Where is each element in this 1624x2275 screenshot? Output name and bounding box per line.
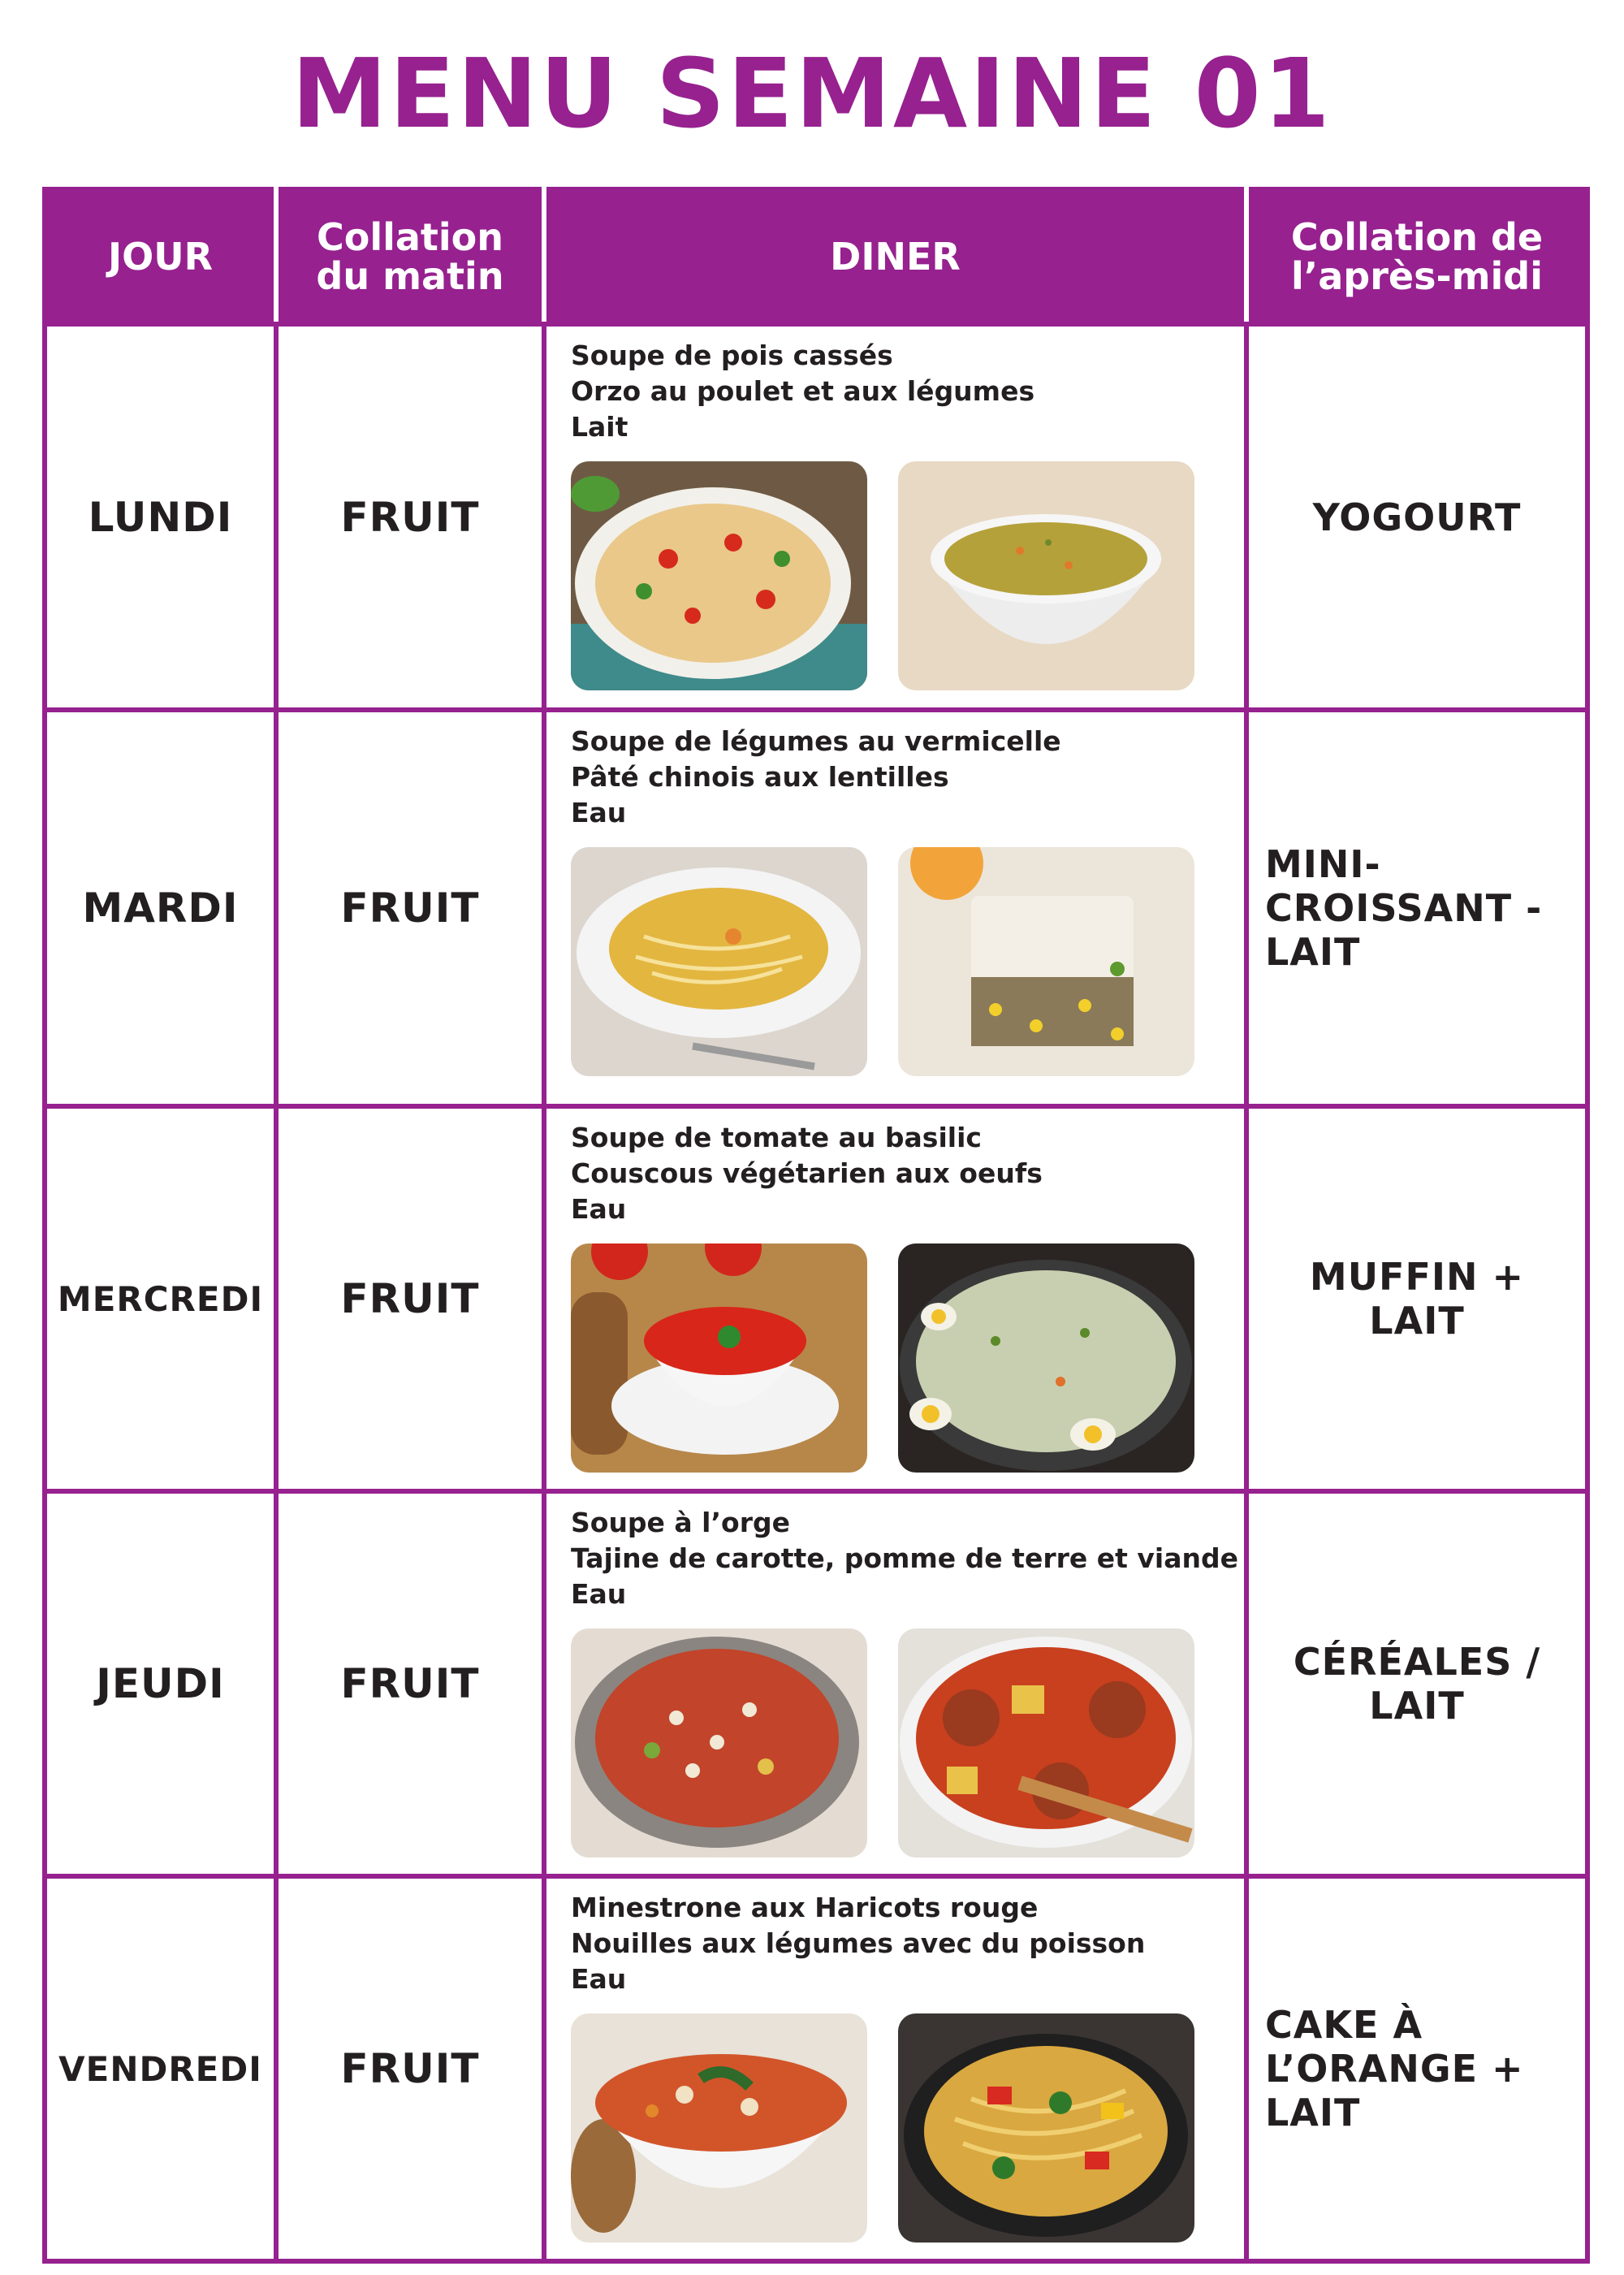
dinner-photos [571, 1628, 1228, 1858]
weekly-menu-table [42, 187, 1590, 2264]
main-dish-line: Pâté chinois aux lentilles [571, 761, 949, 793]
split-pea-soup-photo [898, 461, 1194, 690]
drink-line: Eau [571, 1193, 627, 1225]
dinner-photos [571, 461, 1228, 690]
header-morning-snack: Collation du matin [276, 189, 544, 324]
barley-soup-photo [571, 1628, 867, 1858]
page-title: MENU SEMAINE 01 [292, 37, 1332, 149]
vegetarian-couscous-photo [898, 1243, 1194, 1473]
day-cell: VENDREDI [45, 1876, 276, 2261]
soup-line: Minestrone aux Haricots rouge [571, 1892, 1039, 1923]
morning-snack-cell: FRUIT [276, 710, 544, 1106]
dinner-cell [544, 1876, 1246, 2261]
day-cell: MARDI [45, 710, 276, 1106]
morning-snack-cell: FRUIT [276, 324, 544, 710]
drink-line: Eau [571, 797, 627, 828]
header-dinner: DINER [544, 189, 1246, 324]
afternoon-snack-cell: CAKE À L’ORANGE + LAIT [1246, 1876, 1587, 2261]
table-header-row [45, 189, 1587, 324]
dinner-cell [544, 710, 1246, 1106]
day-cell: MERCREDI [45, 1106, 276, 1491]
afternoon-snack-cell: MUFFIN + LAIT [1246, 1106, 1587, 1491]
table-row [45, 324, 1587, 710]
morning-snack-cell: FRUIT [276, 1491, 544, 1876]
minestrone-photo [571, 2013, 867, 2243]
header-afternoon-snack: Collation de l’après-midi [1246, 189, 1587, 324]
dinner-cell [544, 1106, 1246, 1491]
soup-line: Soupe à l’orge [571, 1507, 790, 1538]
dinner-photos [571, 2013, 1228, 2243]
drink-line: Eau [571, 1963, 627, 1995]
afternoon-snack-cell: MINI-CROISSANT - LAIT [1246, 710, 1587, 1106]
soup-line: Soupe de tomate au basilic [571, 1122, 982, 1153]
day-cell: JEUDI [45, 1491, 276, 1876]
main-dish-line: Couscous végétarien aux oeufs [571, 1157, 1043, 1189]
main-dish-line: Orzo au poulet et aux légumes [571, 375, 1035, 407]
afternoon-snack-cell: YOGOURT [1246, 324, 1587, 710]
main-dish-line: Nouilles aux légumes avec du poisson [571, 1927, 1146, 1959]
dinner-photos [571, 1243, 1228, 1473]
morning-snack-cell: FRUIT [276, 1876, 544, 2261]
soup-line: Soupe de légumes au vermicelle [571, 725, 1061, 757]
main-dish-line: Tajine de carotte, pomme de terre et viande [571, 1542, 1238, 1574]
dinner-photos [571, 847, 1228, 1076]
drink-line: Eau [571, 1578, 627, 1610]
table-row [45, 1491, 1587, 1876]
orzo-salad-photo [571, 461, 867, 690]
meat-tajine-photo [898, 1628, 1194, 1858]
fish-noodles-photo [898, 2013, 1194, 2243]
dinner-cell [544, 1491, 1246, 1876]
header-day: JOUR [45, 189, 276, 324]
drink-line: Lait [571, 411, 628, 443]
vermicelli-soup-photo [571, 847, 867, 1076]
table-row [45, 1876, 1587, 2261]
tomato-soup-photo [571, 1243, 867, 1473]
afternoon-snack-cell: CÉRÉALES / LAIT [1246, 1491, 1587, 1876]
morning-snack-cell: FRUIT [276, 1106, 544, 1491]
table-row [45, 710, 1587, 1106]
lentil-shepherds-pie-photo [898, 847, 1194, 1076]
dinner-cell [544, 324, 1246, 710]
soup-line: Soupe de pois cassés [571, 340, 893, 371]
day-cell: LUNDI [45, 324, 276, 710]
table-row [45, 1106, 1587, 1491]
